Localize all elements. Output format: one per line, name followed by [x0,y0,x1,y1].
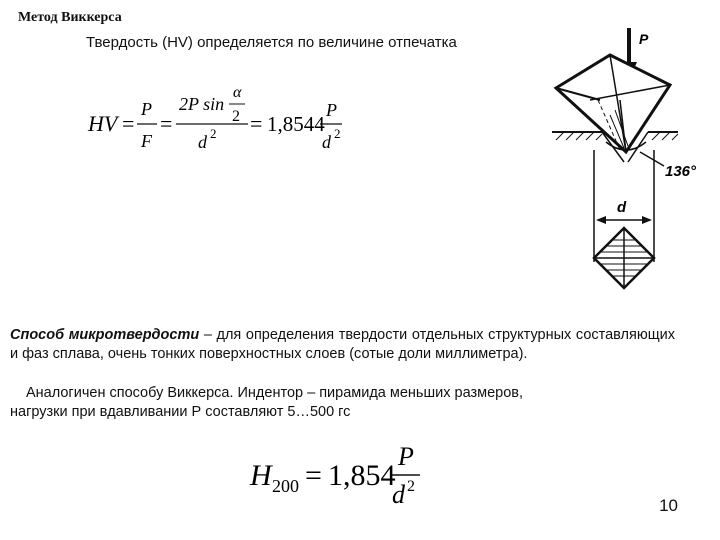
hv-frac3-exp: 2 [334,126,341,141]
hv-frac3-num: P [326,100,337,120]
analog-line-1: Аналогичен способу Виккерса. Индентор – пирамида меньших размеров, [26,385,524,401]
h200-sub: 200 [272,476,299,496]
hv-alpha: α [233,84,242,101]
h200-lhs: H [250,459,272,492]
h200-num: P [398,442,414,471]
microhardness-text: – для определения твердости отдельных структурных составляющих и фаз сплава, очень тонких поверхностных слоев (сотые доли миллиметра). [10,327,676,362]
h200-exp: 2 [407,478,415,495]
hv-eq3: = [250,111,263,136]
force-label: P [639,31,649,47]
slide-title: Метод Виккерса [18,10,122,25]
hv-alpha-two: 2 [232,108,240,125]
h200-coef: 1,854 [328,459,396,492]
microhardness-term: Способ микротвердости [10,327,200,343]
h200-den: d [392,480,405,509]
h200-eq: = [305,459,322,492]
hv-frac2-den: d [198,132,207,152]
hv-frac2-num: 2P sin [179,94,225,114]
hv-coef: 1,8544 [267,112,325,136]
diag-label: d [617,199,627,216]
page-number: 10 [659,496,678,515]
hv-eq2: = [160,111,173,136]
hv-frac2-exp: 2 [210,126,217,141]
hv-eq1: = [122,111,135,136]
hv-frac1-num: P [141,99,152,119]
hv-frac1-den: F [141,131,152,151]
hv-lhs: HV [88,111,118,136]
angle-label: 136° [665,163,697,180]
analog-line-2: нагрузки при вдавливании Р составляют 5…500 гс [10,404,351,420]
hv-frac3-den: d [322,132,331,152]
slide-subtitle: Твердость (HV) определяется по величине отпечатка [86,34,457,51]
